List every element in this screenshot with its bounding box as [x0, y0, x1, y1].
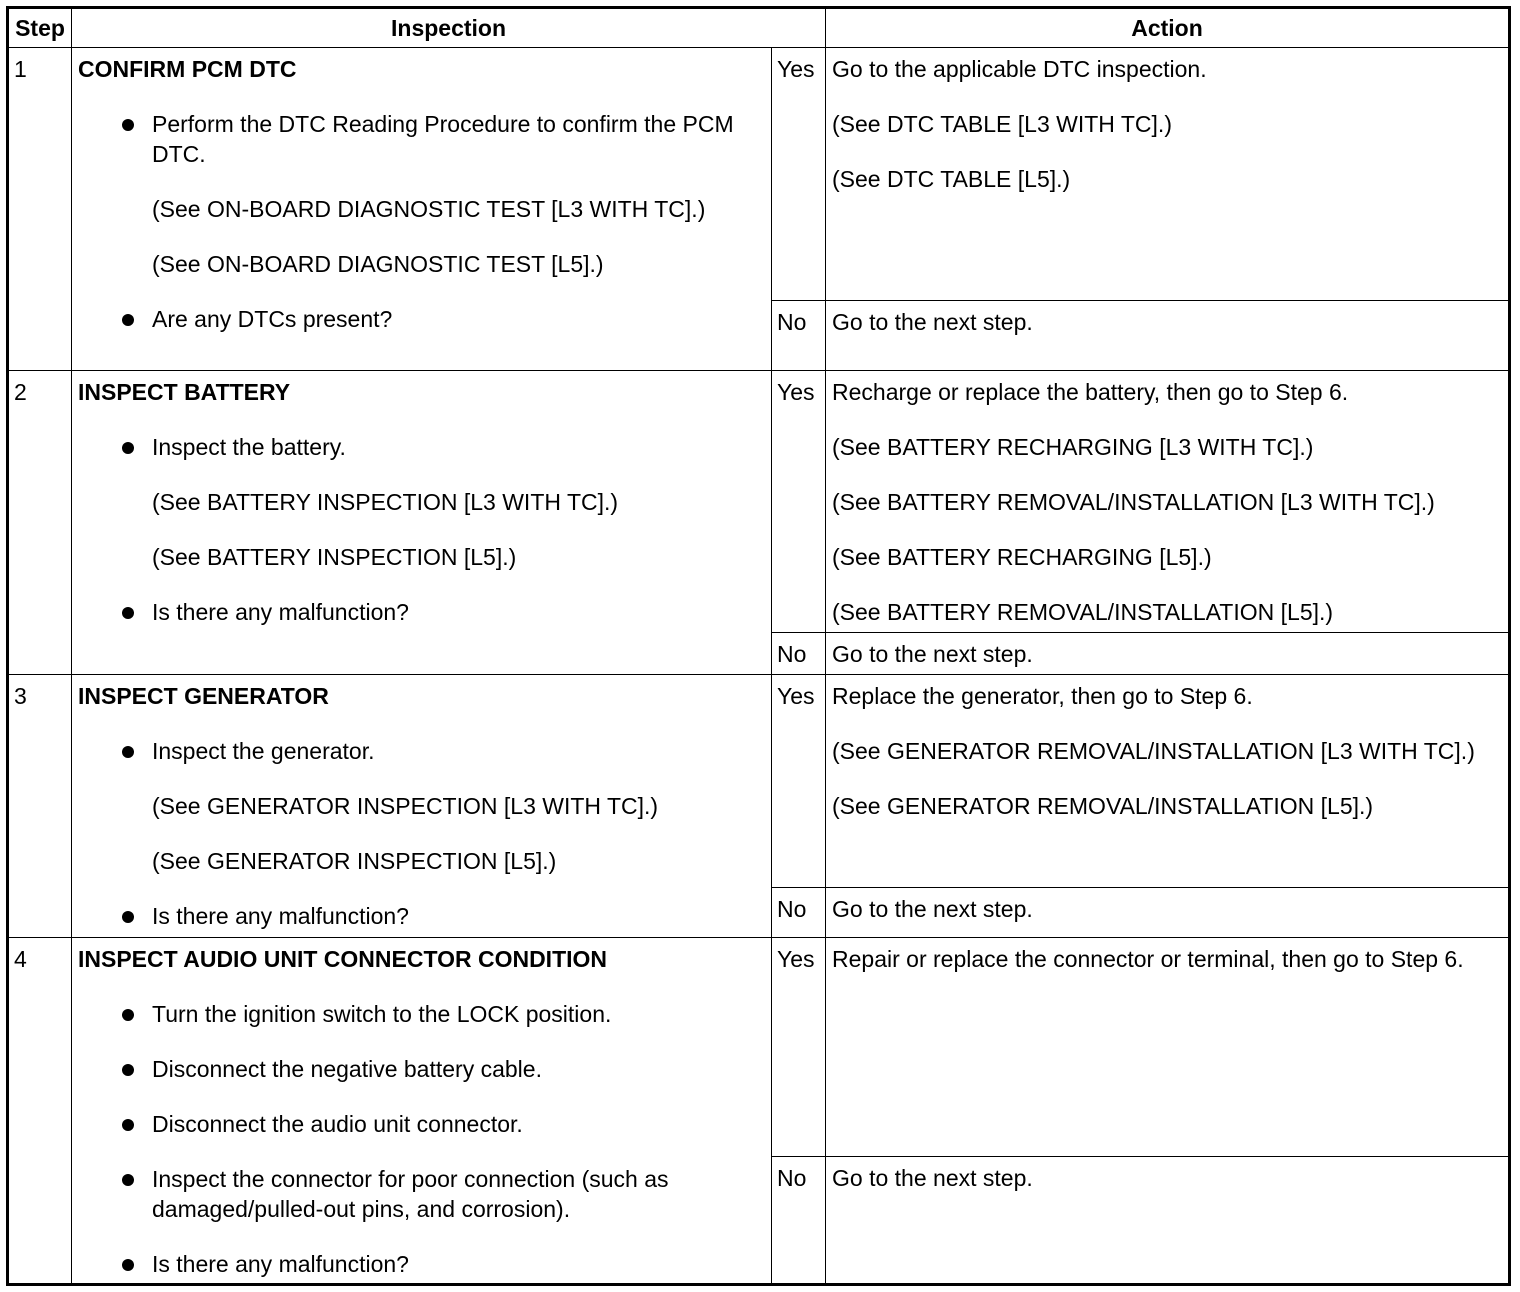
yes-label: Yes	[772, 370, 826, 633]
action-line: Replace the generator, then go to Step 6.	[832, 683, 1253, 710]
table-body	[8, 48, 1510, 1285]
inspection-bullet	[78, 432, 763, 462]
no-label: No	[772, 633, 826, 675]
bullet-icon	[122, 442, 134, 454]
see-reference: (See BATTERY INSPECTION [L3 WITH TC].)	[152, 488, 619, 515]
bullet-icon	[122, 607, 134, 619]
inspection-title: INSPECT AUDIO UNIT CONNECTOR CONDITION	[78, 946, 608, 973]
bullet-icon	[122, 314, 134, 326]
bullet-icon	[122, 119, 134, 131]
bullet-icon	[122, 1259, 134, 1271]
inspection-bullet	[78, 999, 763, 1029]
inspection-bullet	[78, 1109, 763, 1139]
no-action-cell	[826, 887, 1510, 937]
see-reference: (See GENERATOR INSPECTION [L5].)	[152, 848, 557, 875]
action-line: (See DTC TABLE [L5].)	[832, 166, 1071, 192]
step-row-3	[8, 675, 1510, 888]
action-line: (See GENERATOR REMOVAL/INSTALLATION [L5].)	[832, 793, 1374, 820]
bullet-icon	[122, 1009, 134, 1021]
see-reference: (See GENERATOR INSPECTION [L3 WITH TC].)	[152, 793, 659, 820]
no-label: No	[772, 887, 826, 937]
inspection-bullet	[78, 304, 763, 334]
step-number: 3	[8, 675, 72, 938]
no-action-cell	[826, 300, 1510, 370]
bullet-icon	[122, 1064, 134, 1076]
no-action-cell	[826, 1156, 1510, 1284]
action-line: Go to the next step.	[832, 308, 1033, 335]
inspection-title: INSPECT GENERATOR	[78, 683, 329, 710]
action-line: Repair or replace the connector or terminal, then go to Step 6.	[832, 946, 1464, 973]
action-line: (See BATTERY RECHARGING [L5].)	[832, 543, 1212, 570]
inspection-cell	[72, 48, 772, 371]
inspection-cell	[72, 370, 772, 675]
step-number: 2	[8, 370, 72, 675]
action-line: (See BATTERY REMOVAL/INSTALLATION [L3 WITH TC].)	[832, 488, 1435, 515]
action-line: (See DTC TABLE [L3 WITH TC].)	[832, 111, 1172, 137]
header-step: Step	[8, 8, 72, 48]
action-line: Go to the next step.	[832, 641, 1033, 668]
bullet-text: Disconnect the negative battery cable.	[152, 1056, 542, 1083]
header-action: Action	[826, 8, 1510, 48]
inspection-title: CONFIRM PCM DTC	[78, 56, 297, 82]
inspection-bullet	[78, 901, 763, 931]
header-inspection: Inspection	[72, 8, 826, 48]
inspection-title: INSPECT BATTERY	[78, 378, 291, 405]
bullet-text: Perform the DTC Reading Procedure to confirm the PCM DTC.	[152, 111, 734, 167]
bullet-icon	[122, 1119, 134, 1131]
yes-action-cell	[826, 938, 1510, 1157]
yes-action-cell	[826, 675, 1510, 888]
inspection-bullet	[78, 597, 763, 627]
bullet-text: Inspect the connector for poor connection (such as damaged/pulled-out pins, and corrosion).	[152, 1166, 669, 1223]
step-number: 4	[8, 938, 72, 1285]
no-label: No	[772, 1156, 826, 1284]
yes-label: Yes	[772, 48, 826, 301]
step-row-1	[8, 48, 1510, 301]
no-action-cell	[826, 633, 1510, 675]
bullet-text: Are any DTCs present?	[152, 306, 393, 332]
bullet-icon	[122, 746, 134, 758]
bullet-text: Inspect the generator.	[152, 738, 375, 765]
see-reference: (See ON-BOARD DIAGNOSTIC TEST [L3 WITH TC].)	[152, 196, 706, 222]
bullet-text: Disconnect the audio unit connector.	[152, 1111, 523, 1138]
inspection-bullet	[78, 736, 763, 766]
step-row-4	[8, 938, 1510, 1157]
inspection-bullet	[78, 1249, 763, 1279]
yes-label: Yes	[772, 938, 826, 1157]
action-line: (See GENERATOR REMOVAL/INSTALLATION [L3 WITH TC].)	[832, 738, 1475, 765]
no-label: No	[772, 300, 826, 370]
bullet-text: Is there any malfunction?	[152, 1251, 409, 1278]
see-reference: (See BATTERY INSPECTION [L5].)	[152, 543, 517, 570]
inspection-bullet	[78, 1164, 763, 1224]
bullet-text: Turn the ignition switch to the LOCK position.	[152, 1001, 612, 1028]
bullet-text: Is there any malfunction?	[152, 903, 409, 930]
step-number: 1	[8, 48, 72, 371]
yes-label: Yes	[772, 675, 826, 888]
bullet-icon	[122, 1174, 134, 1186]
action-line: Go to the applicable DTC inspection.	[832, 56, 1207, 82]
action-line: (See BATTERY REMOVAL/INSTALLATION [L5].)	[832, 598, 1334, 625]
inspection-bullet	[78, 1054, 763, 1084]
action-line: (See BATTERY RECHARGING [L3 WITH TC].)	[832, 433, 1314, 460]
inspection-cell	[72, 938, 772, 1285]
diagnostic-table	[6, 6, 1511, 1286]
yes-action-cell	[826, 370, 1510, 633]
action-line: Go to the next step.	[832, 1164, 1033, 1191]
yes-action-cell	[826, 48, 1510, 301]
action-line: Recharge or replace the battery, then go to Step 6.	[832, 378, 1349, 405]
action-line: Go to the next step.	[832, 895, 1033, 922]
bullet-text: Is there any malfunction?	[152, 598, 409, 625]
see-reference: (See ON-BOARD DIAGNOSTIC TEST [L5].)	[152, 251, 604, 277]
inspection-cell	[72, 675, 772, 938]
bullet-text: Inspect the battery.	[152, 433, 346, 460]
bullet-icon	[122, 911, 134, 923]
step-row-2	[8, 370, 1510, 633]
header-row	[8, 8, 1510, 48]
inspection-bullet	[78, 109, 763, 169]
